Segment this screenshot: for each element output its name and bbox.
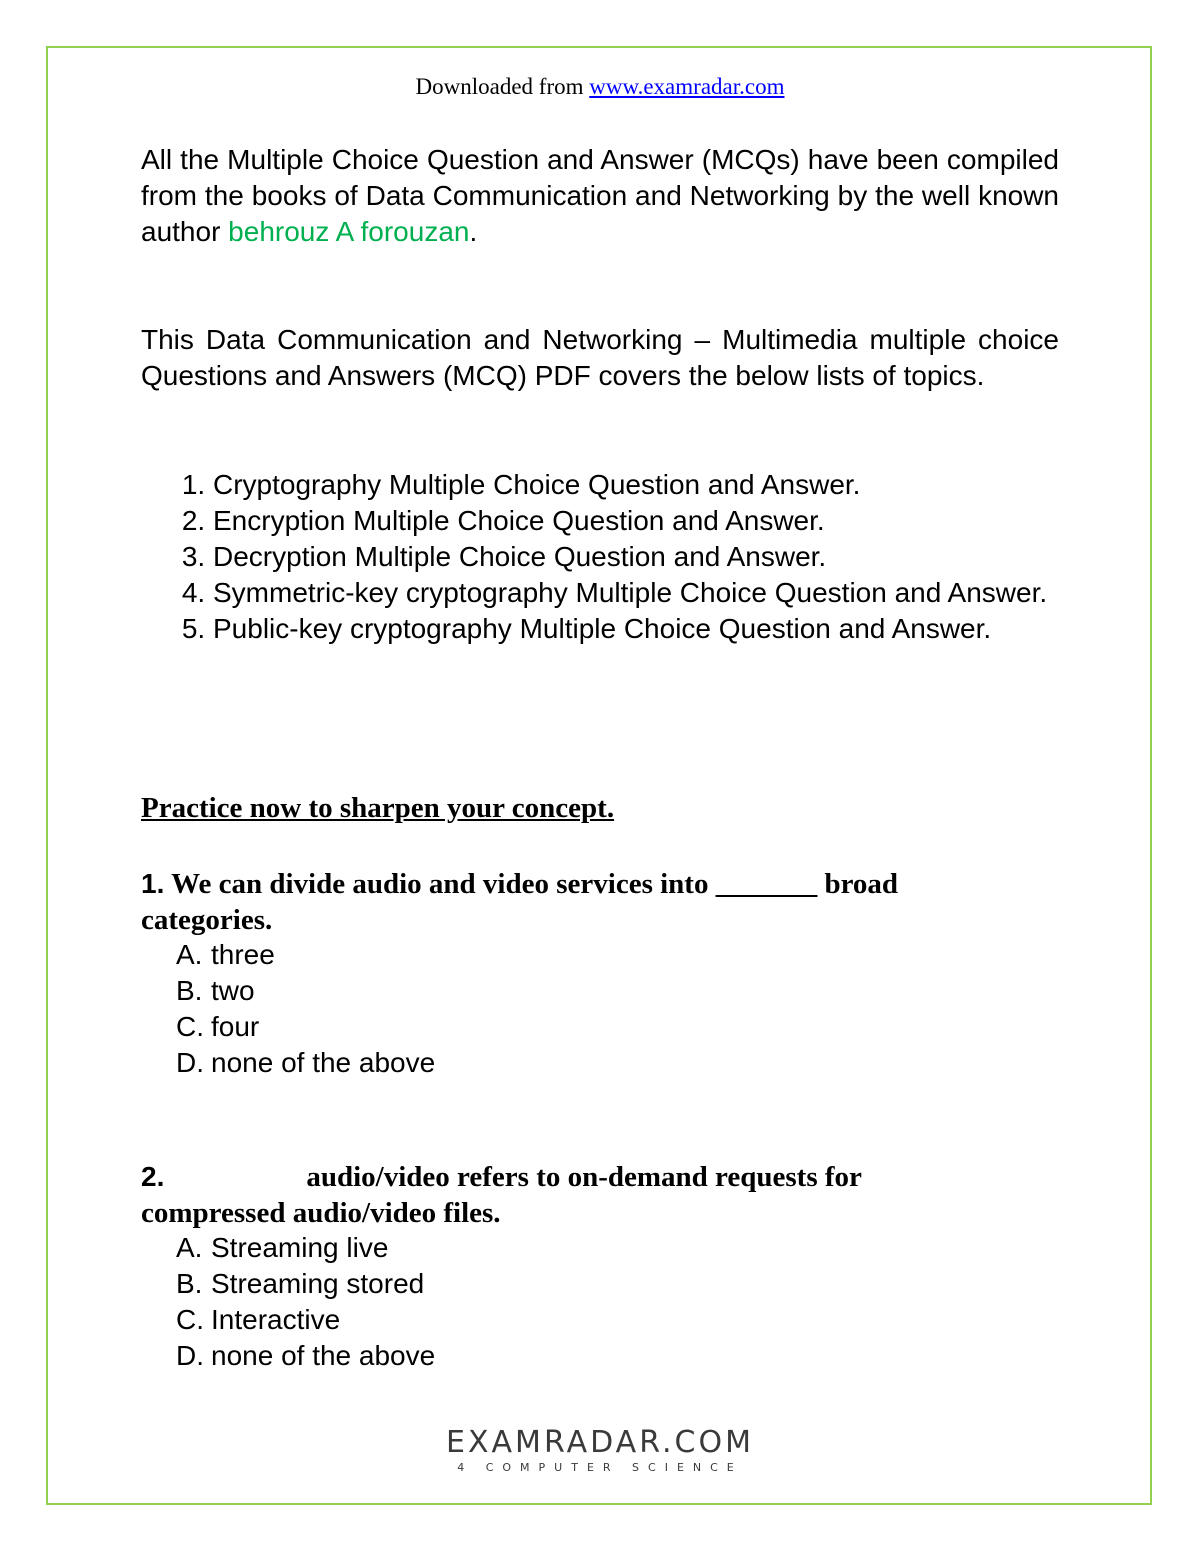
option-a xyxy=(176,937,435,973)
option-letter: D. xyxy=(176,1047,204,1078)
question-text: We can divide audio and video services into _______ broad categories. xyxy=(141,868,899,936)
option-c xyxy=(176,1302,435,1338)
option-text: none of the above xyxy=(211,1047,436,1078)
option-text: two xyxy=(211,975,255,1006)
topic-item: 3. Decryption Multiple Choice Question and Answer. xyxy=(213,539,1113,575)
logo-main-text: EXAMRADAR.COM xyxy=(446,1425,754,1460)
download-header xyxy=(0,74,1200,100)
question-number: 1. xyxy=(141,868,165,899)
option-d xyxy=(176,1045,435,1081)
logo-tagline: 4 COMPUTER SCIENCE xyxy=(457,1461,743,1474)
option-letter: D. xyxy=(176,1340,204,1371)
option-c xyxy=(176,1009,435,1045)
option-text: none of the above xyxy=(211,1340,436,1371)
option-text: Interactive xyxy=(211,1304,341,1335)
intro-paragraph xyxy=(141,142,1059,250)
question-1-options xyxy=(176,937,435,1081)
author-name: behrouz A forouzan xyxy=(228,216,470,247)
examradar-logo xyxy=(0,1425,1200,1474)
option-b xyxy=(176,973,435,1009)
topic-list xyxy=(141,467,1113,647)
topic-item: 5. Public-key cryptography Multiple Choice Question and Answer. xyxy=(213,611,1113,647)
option-a xyxy=(176,1230,435,1266)
option-text: Streaming live xyxy=(211,1232,389,1263)
topic-item: 4. Symmetric-key cryptography Multiple Choice Question and Answer. xyxy=(213,575,1113,611)
option-text: four xyxy=(211,1011,260,1042)
intro-period: . xyxy=(469,216,478,247)
option-letter: A. xyxy=(176,1232,203,1263)
topic-item: 2. Encryption Multiple Choice Question and Answer. xyxy=(213,503,1113,539)
option-letter: C. xyxy=(176,1011,204,1042)
option-d xyxy=(176,1338,435,1374)
examradar-link[interactable]: www.examradar.com xyxy=(589,74,785,99)
practice-heading: Practice now to sharpen your concept. xyxy=(141,792,615,824)
question-text: audio/video refers to on-demand requests for compressed audio/video files. xyxy=(141,1161,862,1229)
intro-text: All the Multiple Choice Question and Answer (MCQs) have been compiled from the books of Data Communication and Networking by the well known author xyxy=(141,144,1059,247)
question-2-options xyxy=(176,1230,435,1374)
description-paragraph: This Data Communication and Networking – Multimedia multiple choice Questions and Answers (MCQ) PDF covers the below lists of topics. xyxy=(141,324,1059,391)
option-letter: B. xyxy=(176,975,203,1006)
option-letter: C. xyxy=(176,1304,204,1335)
option-b xyxy=(176,1266,435,1302)
option-letter: B. xyxy=(176,1268,203,1299)
topic-item: 1. Cryptography Multiple Choice Question and Answer. xyxy=(213,467,1113,503)
question-1 xyxy=(141,866,981,938)
question-2 xyxy=(141,1159,981,1231)
option-letter: A. xyxy=(176,939,203,970)
header-prefix: Downloaded from xyxy=(415,74,584,99)
question-number: 2. xyxy=(141,1161,165,1192)
option-text: three xyxy=(211,939,275,970)
option-text: Streaming stored xyxy=(211,1268,425,1299)
